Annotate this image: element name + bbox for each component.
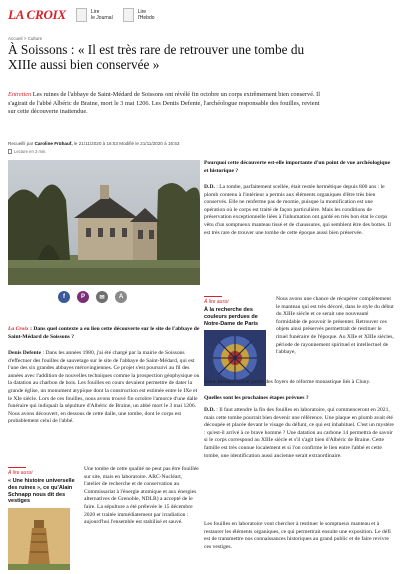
read-time-label: Lecture en 3 min.: [14, 149, 47, 154]
byline: [8, 141, 179, 146]
site-logo[interactable]: LA CROIX: [8, 7, 67, 22]
right-answer-4: [204, 521, 394, 551]
site-header: [0, 0, 400, 30]
a3-text: : Il faut attendre la fin des fouilles en laboratoire, qui commenceront en 2021, mais cette tombe pourrait bien devenir une référence. Une plaque en plomb avait été découpée et placée devant le visage du défunt, ce qui est inhabituel. C'est un mystère : qu'est-il arrivé à ce brave homme ? Une datation au carbone 14 permettra de savoir si le corps correspond au XIIIe siècle et s'il s'agit bien d'Albéric de Braine. Cette famille est très connue localement et si l'on confirme le lien entre l'abbé et cette tombe, une identification aussi ancienne serait extraordinaire.: [204, 407, 394, 459]
a1-lead: Denis Defente: [8, 350, 42, 356]
right-answer-3: [204, 407, 394, 460]
a3-lead: D.D.: [204, 407, 215, 413]
a4-text: Les fouilles en laboratoire vont chercher à restituer le somptueux manteau et à restaurer les éléments organiques, ce qui permettrait ensuite une exposition. Le défi est de transmettre nos connaissances historiques au grand public et de faire revivre ces vestiges.: [204, 521, 391, 550]
read-hebdo-link[interactable]: [123, 8, 155, 22]
right-question-3: [204, 395, 394, 403]
article-title: À Soissons : « Il est très rare de retrouver une tombe du XIIIe aussi bien conservée »: [8, 42, 305, 72]
read-time: [8, 149, 46, 154]
a2-end: Saint-Médard faisait partie des foyers de réforme monastique liés à Cluny.: [204, 379, 371, 385]
q1-text: : Dans quel contexte a eu lieu cette découverte sur le site de l'abbaye de Saint-Médard de Soissons ?: [8, 326, 200, 340]
left-answer-1-cont: [84, 466, 200, 527]
byline-dates: le 21/11/2020 à 16:53 Modifié le 21/11/2020 à 16:53: [72, 141, 180, 146]
a2-cont: Nous avons une chance de récupérer complètement le manteau qui est très décoré, dans le style du début du XIIIe siècle et ce serait une nouveauté formidable de pouvoir le présenter. Retrouver ces objets ainsi préservés permettrait de restituer le rituel funéraire de l'époque. Au XIIe et XIIIe siècles, période de rayonnement spirituel et intellectuel de l'abbaye,: [276, 296, 394, 356]
left-answer-1: [8, 350, 200, 426]
right-answer-2: [204, 184, 394, 237]
promo-nd-image: [204, 330, 266, 386]
promo-nd-title[interactable]: À la recherche des couleurs perdues de Notre-Dame de Paris: [204, 307, 259, 327]
promo-notre-dame[interactable]: [204, 296, 270, 386]
article-photo: [8, 160, 200, 285]
journal-thumbnail: [76, 8, 87, 22]
facebook-icon[interactable]: f: [58, 291, 70, 303]
hebdo-thumbnail: [123, 8, 134, 22]
journal-link-line2: le Journal: [91, 15, 113, 21]
read-journal-link[interactable]: [76, 8, 113, 22]
a1-cont: Une tombe de cette qualité ne peut pas être fouillée sur site, mais en laboratoire. ARC-Nucléart, l'atelier de recherche et de conservation au Commissariat à l'énergie atomique et aux énergies alternatives de Grenoble, NDLR) a accepté de le faire. La sépulture a été prélevée le 15 décembre 2020 et traitée immédiatement par irradiation : aujourd'hui l'ensemble est stabilisé et sauvé.: [84, 466, 199, 526]
q2-text: Pourquoi cette découverte est-elle importante d'un point de vue archéologique et historique ?: [204, 160, 391, 174]
abbey-photo: [8, 160, 200, 285]
article-lead: [8, 91, 326, 117]
lead-text: Les ruines de l'abbaye de Saint-Médard de Soissons ont révélé fin octobre un corps extrêmement bien conservé. Il s'agirait de l'abbé Albéric de Braine, mort le 3 mai 1206. Les Dentis Defente, l'archéologue responsable des fouilles, revient sur cette découverte inattendue.: [8, 91, 320, 115]
promo-nd-tag: À lire aussi: [204, 296, 222, 305]
pinterest-icon[interactable]: P: [77, 291, 89, 303]
promo-ruins-image: [8, 508, 70, 570]
breadcrumb[interactable]: Accueil > Culture: [8, 36, 43, 41]
right-answer-2-end: [204, 379, 394, 387]
byline-author[interactable]: Caroline Frühauf,: [34, 141, 73, 146]
comment-icon[interactable]: ✉: [96, 291, 108, 303]
lead-kicker: Entretien: [8, 91, 32, 98]
q1-brand: La Croix: [8, 326, 29, 332]
a2-lead: D.D.: [204, 184, 215, 190]
text-size-icon[interactable]: A: [115, 291, 127, 303]
byline-prefix: Recueilli par: [8, 141, 35, 146]
bookmark-icon[interactable]: [8, 149, 12, 154]
hebdo-link-line2: l'Hebdo: [137, 15, 155, 21]
share-bar: [58, 291, 127, 303]
a1-text: : Dans les années 1980, j'ai été chargé par la mairie de Soissons d'effectuer des fouilles de sauvetage sur le site de l'abbaye de Saint-Médard, qui est l'une des six grandes abbayes mérovingiennes. Ce projet s'est poursuivi au fil des années avec l'addition de nouvelles techniques comme la prospection géophysique ou la datation au charbon de bois. Les fouilles en cours devaient permettre de dater la grande église, un monument atypique dont la construction est estimée entre le IXe et le XIe siècle. Lors de ces fouilles, nous avons trouvé fin octobre l'amorce d'une dalle funéraire qui indiquait la sépulture d'Albéric de Braine, un abbé mort le 3 mai 1206. Nous avons découvert, en dessous de cette dalle, une tombe, dont le corps est probablement celui de l'abbé.: [8, 350, 200, 425]
q3-text: Quelles sont les prochaines étapes prévues ?: [204, 395, 309, 401]
left-question-1: [8, 326, 200, 341]
promo-ruins[interactable]: [8, 467, 78, 570]
hebdo-link-line1: Lire: [137, 9, 147, 15]
right-question-2: [204, 160, 394, 175]
journal-link-line1: Lire: [91, 9, 100, 15]
promo-ruins-tag: À lire aussi: [8, 467, 26, 476]
promo-ruins-title[interactable]: « Une histoire universelle des ruines », ce qu'Alain Schnapp nous dit des vestiges: [8, 478, 75, 505]
right-answer-2-cont: [276, 296, 394, 357]
a2-text: : La tombe, parfaitement scellée, était restée hermétique depuis 800 ans : le plomb contenu à l'intérieur a permis aux éléments organiques d'être très bien conservés. Elle ne renferme pas de momie, puisque la momification est une opération où le corps est traité de façon particulière. Mais les conditions de préservation exceptionnelle liées à l'inhumation ont gardé en très bon état le corps vêtu d'un somptueux manteau tissé et de chaussures, qui semblent être des bottes. Il est très rare de trouver une tombe de cette époque aussi bien préservée.: [204, 184, 391, 236]
